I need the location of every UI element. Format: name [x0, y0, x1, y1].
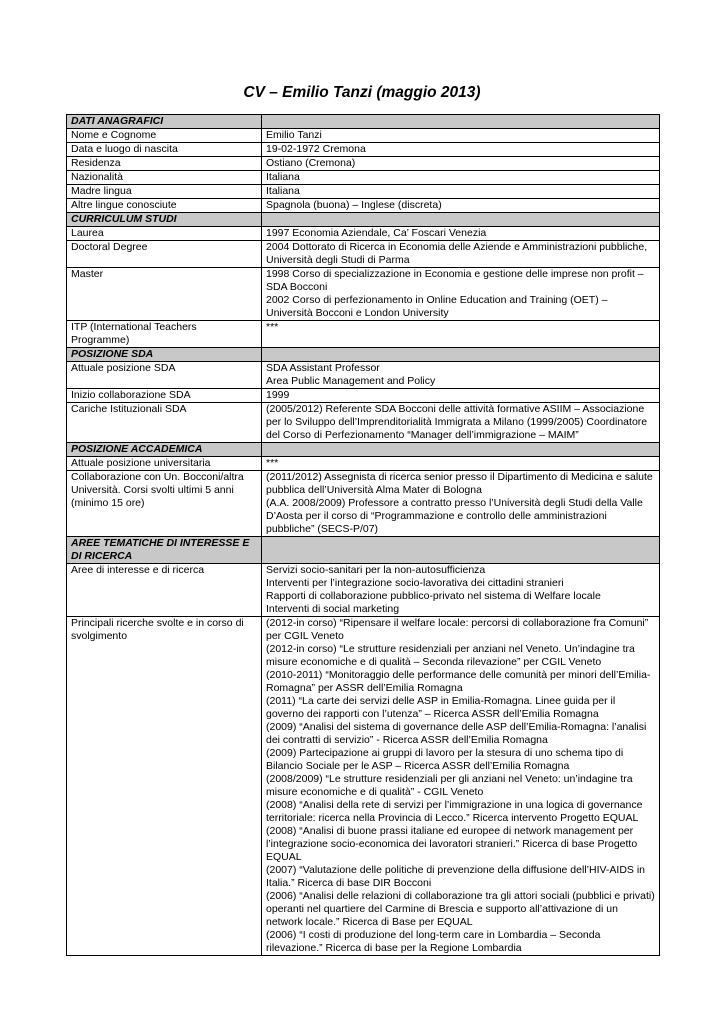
field-value-line: 1999	[266, 389, 290, 401]
field-value	[262, 171, 660, 185]
table-row	[67, 564, 660, 617]
field-value	[262, 564, 660, 617]
field-value-line: 2004 Dottorato di Ricerca in Economia delle Aziende e Amministrazioni pubbliche, Università degli Studi di Parma	[266, 241, 648, 266]
section-header-row	[67, 348, 660, 362]
field-value	[262, 143, 660, 157]
section-header-row	[67, 213, 660, 227]
section-heading: POSIZIONE ACCADEMICA	[67, 443, 262, 457]
cv-table-body	[67, 115, 660, 956]
field-label: Aree di interesse e di ricerca	[67, 564, 262, 617]
field-value	[262, 157, 660, 171]
table-row	[67, 143, 660, 157]
field-label: Data e luogo di nascita	[67, 143, 262, 157]
field-label: Attuale posizione universitaria	[67, 457, 262, 471]
field-value-line: ***	[266, 457, 279, 469]
field-value-line: Italiana	[266, 185, 300, 197]
table-row	[67, 227, 660, 241]
section-heading-empty-cell	[262, 348, 660, 362]
field-value-line: Spagnola (buona) – Inglese (discreta)	[266, 199, 442, 211]
field-value	[262, 129, 660, 143]
table-row	[67, 129, 660, 143]
table-row	[67, 362, 660, 389]
section-heading-empty-cell	[262, 213, 660, 227]
field-value	[262, 389, 660, 403]
field-value-line: (2006) “I costi di produzione del long-term care in Lombardia – Seconda rilevazione.” Ricerca di base per la Regione Lombardia	[266, 929, 601, 954]
field-value-line: 19-02-1972 Cremona	[266, 143, 366, 155]
field-label: Madre lingua	[67, 185, 262, 199]
field-value-line: (2011/2012) Assegnista di ricerca senior presso il Dipartimento di Medicina e salute pubblica dell’Università Alma Mater di Bologna	[266, 471, 653, 496]
section-heading: DATI ANAGRAFICI	[67, 115, 262, 129]
field-label: Nazionalità	[67, 171, 262, 185]
field-value-line: (2008/2009) “Le strutture residenziali per gli anziani nel Veneto: un’indagine tra misure economiche e di qualità” - CGIL Veneto	[266, 773, 633, 798]
field-value-line: (2009) Partecipazione ai gruppi di lavoro per la stesura di uno schema tipo di Bilancio Sociale per le ASP – Ricerca ASSR dell’Emilia Romagna	[266, 747, 624, 772]
field-value-line: Rapporti di collaborazione pubblico-privato nel sistema di Welfare locale	[266, 590, 601, 602]
field-value	[262, 227, 660, 241]
section-heading: AREE TEMATICHE DI INTERESSE E DI RICERCA	[67, 537, 262, 564]
field-value-line: (2008) “Analisi della rete di servizi per l’immigrazione in una logica di governance territoriale: ricerca nella Provincia di Lecco.” Ricerca intervento Progetto EQUAL	[266, 799, 643, 824]
field-label: Inizio collaborazione SDA	[67, 389, 262, 403]
field-value-line: Area Public Management and Policy	[266, 375, 436, 387]
field-value	[262, 457, 660, 471]
field-value-line: (2010-2011) “Monitoraggio delle performance delle comunità per minori dell’Emilia-Romagna” per ASSR dell’Emilia Romagna	[266, 669, 651, 694]
field-value	[262, 471, 660, 537]
field-value-line: (2012-in corso) “Le strutture residenziali per anziani nel Veneto. Un’indagine tra misure economiche e di qualità – Seconda rilevazione” per CGIL Veneto	[266, 643, 635, 668]
section-header-row	[67, 537, 660, 564]
table-row	[67, 268, 660, 321]
field-value-line: (A.A. 2008/2009) Professore a contratto presso l’Università degli Studi della Valle D’Aosta per il corso di “Programmazione e controllo delle amministrazioni pubbliche” (SECS-P/07)	[266, 497, 643, 535]
section-header-row	[67, 443, 660, 457]
field-value-line: 1998 Corso di specializzazione in Economia e gestione delle imprese non profit – SDA Bocconi	[266, 268, 644, 293]
table-row	[67, 471, 660, 537]
field-value-line: (2005/2012) Referente SDA Bocconi delle attività formative ASIIM – Associazione per lo Sviluppo dell’Imprenditorialità Immigrata a Milano (1999/2005) Coordinatore del Corso di Perfezionamento “Manager dell’immigrazione – MAIM”	[266, 403, 648, 441]
table-row	[67, 617, 660, 956]
field-value-line: (2006) “Analisi delle relazioni di collaborazione tra gli attori sociali (pubblici e privati) operanti nel quartiere del Carmine di Brescia e supporto all’attivazione di un network locale.” Ricerca di Base per EQUAL	[266, 890, 655, 928]
table-row	[67, 389, 660, 403]
field-value	[262, 617, 660, 956]
table-row	[67, 241, 660, 268]
field-value	[262, 321, 660, 348]
field-label: ITP (International Teachers Programme)	[67, 321, 262, 348]
field-value-line: (2009) “Analisi del sistema di governance delle ASP dell’Emilia-Romagna: l’analisi dei contratti di servizio” - Ricerca ASSR dell’Emilia Romagna	[266, 721, 647, 746]
table-row	[67, 157, 660, 171]
section-heading-empty-cell	[262, 537, 660, 564]
field-label: Residenza	[67, 157, 262, 171]
field-value-line: 1997 Economia Aziendale, Ca’ Foscari Venezia	[266, 227, 487, 239]
field-value-line: (2008) “Analisi di buone prassi italiane ed europee di network management per l’integrazione socio-economica dei lavoratori stranieri.” Ricerca di base Progetto EQUAL	[266, 825, 638, 863]
field-label: Laurea	[67, 227, 262, 241]
field-value	[262, 241, 660, 268]
section-heading: CURRICULUM STUDI	[67, 213, 262, 227]
document-title: CV – Emilio Tanzi (maggio 2013)	[243, 84, 481, 101]
field-value-line: Italiana	[266, 171, 300, 183]
field-value	[262, 362, 660, 389]
field-value-line: Servizi socio-sanitari per la non-autosufficienza	[266, 564, 486, 576]
section-header-row	[67, 115, 660, 129]
field-value-line: 2002 Corso di perfezionamento in Online Education and Training (OET) – Università Bocconi e London University	[266, 294, 608, 319]
table-row	[67, 321, 660, 348]
field-value	[262, 268, 660, 321]
field-value-line: Ostiano (Cremona)	[266, 157, 356, 169]
field-value	[262, 199, 660, 213]
field-label: Principali ricerche svolte e in corso di svolgimento	[67, 617, 262, 956]
table-row	[67, 171, 660, 185]
section-heading: POSIZIONE SDA	[67, 348, 262, 362]
table-row	[67, 457, 660, 471]
field-label: Altre lingue conosciute	[67, 199, 262, 213]
field-value-line: Interventi di social marketing	[266, 603, 400, 615]
table-row	[67, 403, 660, 443]
field-label: Nome e Cognome	[67, 129, 262, 143]
table-row	[67, 199, 660, 213]
section-heading-empty-cell	[262, 443, 660, 457]
field-value	[262, 185, 660, 199]
field-value-line: (2011) “La carte dei servizi delle ASP in Emilia-Romagna. Linee guida per il governo dei rapporti con l’utenza” – Ricerca ASSR dell’Emilia Romagna	[266, 695, 616, 720]
field-label: Cariche Istituzionali SDA	[67, 403, 262, 443]
table-row	[67, 185, 660, 199]
field-value-line: (2007) “Valutazione delle politiche di prevenzione della diffusione dell’HIV-AIDS in Italia.” Ricerca di base DIR Bocconi	[266, 864, 646, 889]
cv-table	[66, 114, 660, 956]
field-label: Collaborazione con Un. Bocconi/altra Università. Corsi svolti ultimi 5 anni (minimo 15 ore)	[67, 471, 262, 537]
field-label: Doctoral Degree	[67, 241, 262, 268]
field-value	[262, 403, 660, 443]
field-value-line: Emilio Tanzi	[266, 129, 322, 141]
field-label: Attuale posizione SDA	[67, 362, 262, 389]
field-value-line: SDA Assistant Professor	[266, 362, 380, 374]
field-label: Master	[67, 268, 262, 321]
field-value-line: Interventi per l’integrazione socio-lavorativa dei cittadini stranieri	[266, 577, 564, 589]
field-value-line: (2012-in corso) “Ripensare il welfare locale: percorsi di collaborazione fra Comuni” per CGIL Veneto	[266, 617, 649, 642]
field-value-line: ***	[266, 321, 279, 333]
section-heading-empty-cell	[262, 115, 660, 129]
